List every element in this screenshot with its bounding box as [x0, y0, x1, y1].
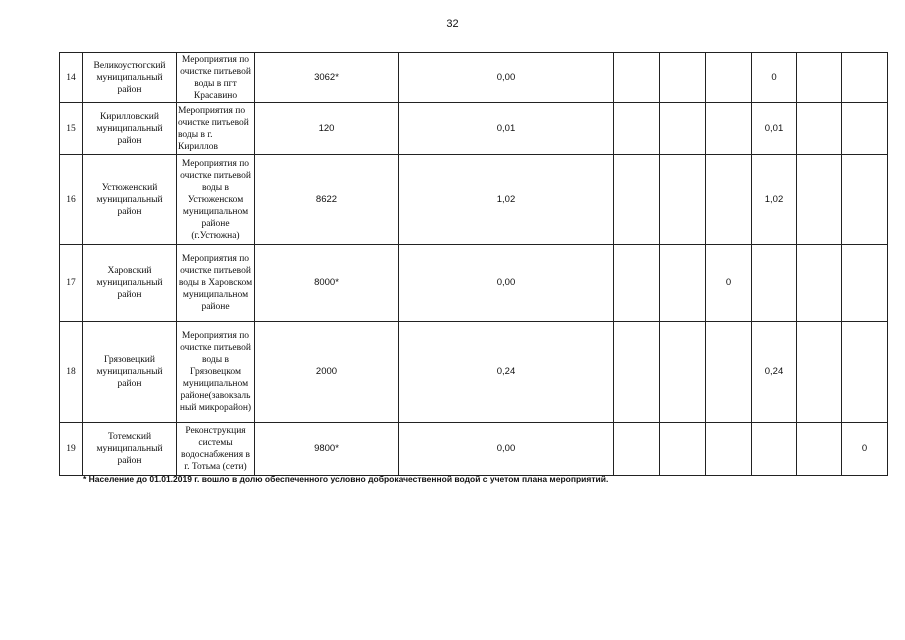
year-cell [797, 155, 842, 245]
year-cell [706, 103, 752, 155]
year-cell [660, 423, 706, 476]
population-value: 8622 [255, 155, 399, 245]
table-row [60, 103, 888, 155]
population-value: 9800* [255, 423, 399, 476]
measures-table [59, 52, 888, 476]
population-value: 2000 [255, 322, 399, 423]
year-cell: 0 [842, 423, 888, 476]
population-value: 120 [255, 103, 399, 155]
share-value: 1,02 [399, 155, 614, 245]
year-cell [842, 245, 888, 322]
table-row [60, 155, 888, 245]
row-number: 14 [60, 53, 83, 103]
share-value: 0,00 [399, 423, 614, 476]
district-name: Грязовецкий муниципальный район [83, 322, 177, 423]
measure-description: Мероприятия по очистке питьевой воды в г. Кириллов [177, 103, 255, 155]
year-cell [660, 322, 706, 423]
district-name: Харовский муниципальный район [83, 245, 177, 322]
measure-description: Мероприятия по очистке питьевой воды в Харовском муниципальном районе [177, 245, 255, 322]
year-cell [614, 53, 660, 103]
table-body [60, 53, 888, 476]
year-cell [614, 155, 660, 245]
table-row [60, 322, 888, 423]
year-cell [797, 322, 842, 423]
row-number: 17 [60, 245, 83, 322]
page-number: 32 [446, 18, 459, 30]
district-name: Тотемский муниципальный район [83, 423, 177, 476]
year-cell [797, 53, 842, 103]
share-value: 0,00 [399, 245, 614, 322]
district-name: Великоустюгский муниципальный район [83, 53, 177, 103]
year-cell [797, 245, 842, 322]
table-row [60, 245, 888, 322]
district-name: Кирилловский муниципальный район [83, 103, 177, 155]
district-name: Устюженский муниципальный район [83, 155, 177, 245]
row-number: 18 [60, 322, 83, 423]
table-row [60, 53, 888, 103]
year-cell [614, 103, 660, 155]
year-cell [660, 245, 706, 322]
measure-description: Реконструкция системы водоснабжения в г. Тотьма (сети) [177, 423, 255, 476]
year-cell [706, 423, 752, 476]
year-cell [797, 103, 842, 155]
year-cell [660, 53, 706, 103]
table-row [60, 423, 888, 476]
year-cell: 0,24 [752, 322, 797, 423]
measure-description: Мероприятия по очистке питьевой воды в пгт Красавино [177, 53, 255, 103]
year-cell: 0 [706, 245, 752, 322]
row-number: 15 [60, 103, 83, 155]
year-cell [660, 103, 706, 155]
population-value: 8000* [255, 245, 399, 322]
year-cell [842, 53, 888, 103]
year-cell [752, 245, 797, 322]
year-cell [660, 155, 706, 245]
year-cell [614, 245, 660, 322]
year-cell [842, 155, 888, 245]
year-cell [842, 103, 888, 155]
share-value: 0,24 [399, 322, 614, 423]
year-cell [706, 53, 752, 103]
year-cell: 1,02 [752, 155, 797, 245]
measure-description: Мероприятия по очистке питьевой воды в Грязовецком муниципальном районе(завокзаль ный микрорайон) [177, 322, 255, 423]
year-cell [706, 322, 752, 423]
year-cell: 0,01 [752, 103, 797, 155]
year-cell [842, 322, 888, 423]
share-value: 0,01 [399, 103, 614, 155]
measure-description: Мероприятия по очистке питьевой воды в Устюженском муниципальном районе (г.Устюжна) [177, 155, 255, 245]
year-cell [706, 155, 752, 245]
footnote: * Население до 01.01.2019 г. вошло в долю обеспеченного условно доброкачественной водой с учетом плана мероприятий. [83, 474, 609, 484]
row-number: 16 [60, 155, 83, 245]
year-cell: 0 [752, 53, 797, 103]
share-value: 0,00 [399, 53, 614, 103]
year-cell [614, 322, 660, 423]
year-cell [752, 423, 797, 476]
population-value: 3062* [255, 53, 399, 103]
year-cell [614, 423, 660, 476]
row-number: 19 [60, 423, 83, 476]
year-cell [797, 423, 842, 476]
